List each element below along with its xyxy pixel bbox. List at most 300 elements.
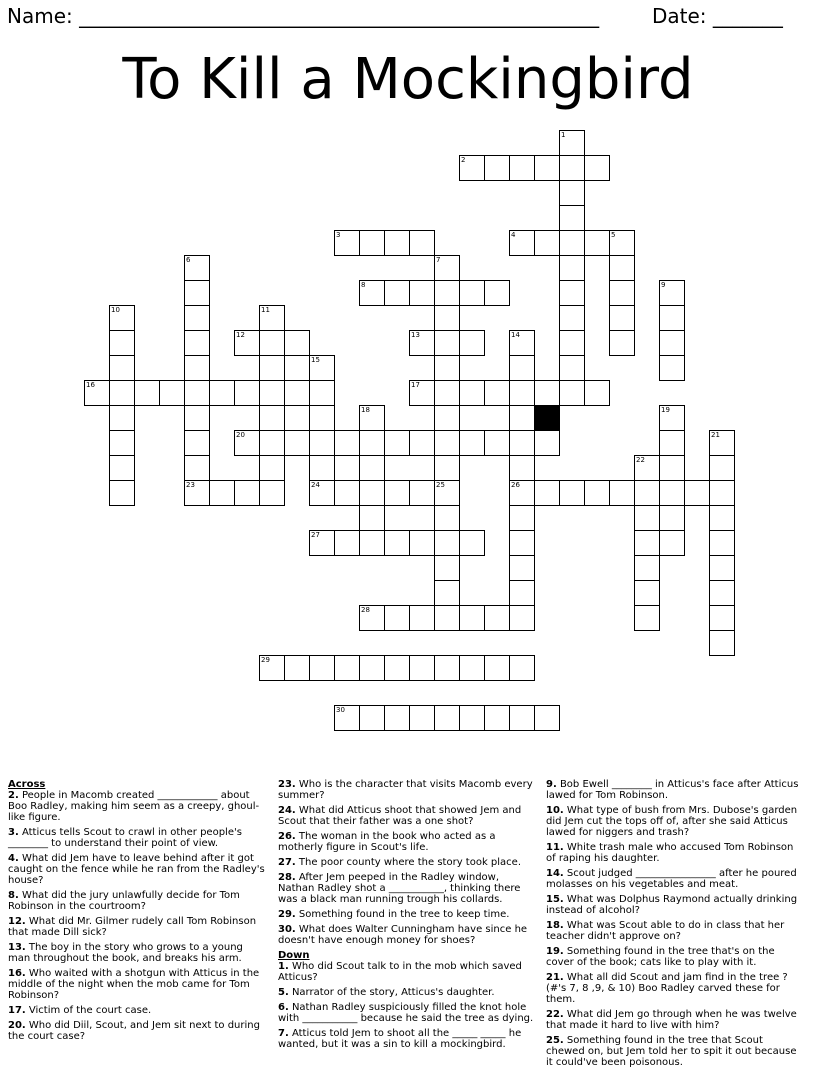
clue-text: Something found in the tree that Scout chewed on, but Jem told her to spit it out because it could've been poisonous. bbox=[546, 1035, 797, 1068]
clue-number-label: 27 bbox=[311, 531, 320, 539]
down-heading: Down bbox=[278, 950, 310, 961]
crossword-cell[interactable] bbox=[509, 555, 535, 581]
crossword-cell[interactable] bbox=[584, 480, 610, 506]
clue-item bbox=[8, 890, 266, 912]
crossword-cell[interactable] bbox=[434, 280, 460, 306]
crossword-cell[interactable] bbox=[484, 655, 510, 681]
crossword-cell[interactable] bbox=[659, 330, 685, 356]
crossword-cell[interactable] bbox=[709, 530, 735, 556]
crossword-cell[interactable] bbox=[309, 380, 335, 406]
crossword-cell[interactable] bbox=[709, 455, 735, 481]
crossword-cell[interactable] bbox=[634, 530, 660, 556]
clue-number-label: 19 bbox=[661, 406, 670, 414]
crossword-cell[interactable] bbox=[634, 605, 660, 631]
clue-item bbox=[546, 894, 804, 916]
crossword-cell[interactable] bbox=[509, 480, 535, 506]
crossword-cell[interactable] bbox=[534, 705, 560, 731]
crossword-cell[interactable] bbox=[384, 705, 410, 731]
crossword-cell[interactable] bbox=[434, 605, 460, 631]
crossword-cell[interactable] bbox=[459, 330, 485, 356]
crossword-cell[interactable] bbox=[359, 605, 385, 631]
crossword-cell[interactable] bbox=[284, 380, 310, 406]
clue-number: 29. bbox=[278, 909, 296, 920]
crossword-cell[interactable] bbox=[409, 655, 435, 681]
crossword-cell[interactable] bbox=[284, 330, 310, 356]
crossword-cell[interactable] bbox=[659, 480, 685, 506]
crossword-cell[interactable] bbox=[334, 480, 360, 506]
crossword-cell[interactable] bbox=[84, 380, 110, 406]
crossword-cell[interactable] bbox=[634, 580, 660, 606]
clue-number-label: 18 bbox=[361, 406, 370, 414]
crossword-cell[interactable] bbox=[534, 430, 560, 456]
clue-item bbox=[546, 1009, 804, 1031]
down-clues-list-1 bbox=[278, 961, 536, 1050]
clue-text: What did the jury unlawfully decide for Tom Robinson in the courtroom? bbox=[8, 890, 240, 912]
clue-text: The boy in the story who grows to a young man throughout the book, and breaks his arm. bbox=[8, 942, 243, 964]
crossword-cell[interactable] bbox=[409, 280, 435, 306]
crossword-cell[interactable] bbox=[184, 430, 210, 456]
clue-number: 17. bbox=[8, 1005, 26, 1016]
clue-text: Who is the character that visits Macomb every summer? bbox=[278, 779, 533, 801]
crossword-cell[interactable] bbox=[659, 505, 685, 531]
crossword-cell[interactable] bbox=[559, 280, 585, 306]
clue-number: 28. bbox=[278, 872, 296, 883]
clue-item bbox=[278, 857, 536, 868]
clue-number: 16. bbox=[8, 968, 26, 979]
clue-number-label: 2 bbox=[461, 156, 466, 164]
clue-text: What does Walter Cunningham have since he doesn't have enough money for shoes? bbox=[278, 924, 528, 946]
crossword-cell[interactable] bbox=[709, 505, 735, 531]
crossword-cell[interactable] bbox=[109, 430, 135, 456]
clue-number: 5. bbox=[278, 987, 289, 998]
crossword-cell[interactable] bbox=[559, 480, 585, 506]
clue-item bbox=[278, 1002, 536, 1024]
crossword-cell[interactable] bbox=[184, 305, 210, 331]
crossword-cell[interactable] bbox=[434, 480, 460, 506]
crossword-cell[interactable] bbox=[384, 605, 410, 631]
clue-text: Narrator of the story, Atticus's daughter. bbox=[288, 987, 495, 998]
crossword-cell[interactable] bbox=[559, 205, 585, 231]
crossword-cell[interactable] bbox=[484, 605, 510, 631]
clue-text: White trash male who accused Tom Robinson of raping his daughter. bbox=[546, 842, 794, 864]
crossword-cell[interactable] bbox=[334, 655, 360, 681]
crossword-cell[interactable] bbox=[659, 455, 685, 481]
across-clues-list-2 bbox=[278, 779, 536, 946]
crossword-cell[interactable] bbox=[384, 655, 410, 681]
across-heading: Across bbox=[8, 779, 46, 790]
crossword-cell[interactable] bbox=[309, 480, 335, 506]
clue-item bbox=[278, 1028, 536, 1050]
crossword-cell[interactable] bbox=[434, 530, 460, 556]
crossword-cell[interactable] bbox=[184, 480, 210, 506]
crossword-cell[interactable] bbox=[484, 430, 510, 456]
clue-item bbox=[546, 1035, 804, 1068]
clue-number-label: 1 bbox=[561, 131, 566, 139]
crossword-cell[interactable] bbox=[534, 380, 560, 406]
crossword-cell[interactable] bbox=[309, 355, 335, 381]
crossword-cell[interactable] bbox=[434, 405, 460, 431]
crossword-cell[interactable] bbox=[259, 480, 285, 506]
crossword-cell[interactable] bbox=[659, 430, 685, 456]
crossword-cell[interactable] bbox=[559, 330, 585, 356]
clue-text: Who waited with a shotgun with Atticus in the middle of the night when the mob came for Tom Robinson? bbox=[8, 968, 260, 1001]
crossword-cell[interactable] bbox=[259, 355, 285, 381]
down-clues-list-2 bbox=[546, 779, 804, 1068]
clue-number-label: 11 bbox=[261, 306, 270, 314]
clue-text: The poor county where the story took place. bbox=[295, 857, 522, 868]
crossword-cell[interactable] bbox=[159, 380, 185, 406]
crossword-cell[interactable] bbox=[459, 705, 485, 731]
crossword-cell[interactable] bbox=[634, 480, 660, 506]
clue-number-label: 4 bbox=[511, 231, 516, 239]
crossword-cell[interactable] bbox=[609, 305, 635, 331]
crossword-cell[interactable] bbox=[434, 330, 460, 356]
clue-text: What was Scout able to do in class that her teacher didn't approve on? bbox=[546, 920, 785, 942]
crossword-cell[interactable] bbox=[684, 480, 710, 506]
crossword-cell[interactable] bbox=[309, 455, 335, 481]
clue-item bbox=[8, 853, 266, 886]
crossword-cell[interactable] bbox=[434, 430, 460, 456]
clue-number-label: 17 bbox=[411, 381, 420, 389]
clue-number: 14. bbox=[546, 868, 564, 879]
crossword-cell[interactable] bbox=[509, 355, 535, 381]
clue-number: 24. bbox=[278, 805, 296, 816]
clue-number-label: 10 bbox=[111, 306, 120, 314]
crossword-cell[interactable] bbox=[559, 305, 585, 331]
crossword-cell[interactable] bbox=[709, 480, 735, 506]
date-field-label: Date: _______ bbox=[652, 4, 783, 28]
clue-number-label: 24 bbox=[311, 481, 320, 489]
clue-number: 18. bbox=[546, 920, 564, 931]
crossword-cell[interactable] bbox=[109, 355, 135, 381]
crossword-cell[interactable] bbox=[359, 430, 385, 456]
crossword-cell[interactable] bbox=[259, 305, 285, 331]
crossword-cell[interactable] bbox=[259, 380, 285, 406]
clue-text: Victim of the court case. bbox=[25, 1005, 152, 1016]
crossword-cell[interactable] bbox=[434, 655, 460, 681]
crossword-cell[interactable] bbox=[509, 155, 535, 181]
clue-text: Scout judged ________________ after he poured molasses on his vegetables and meat. bbox=[546, 868, 797, 890]
clue-item bbox=[8, 1020, 266, 1042]
crossword-cell[interactable] bbox=[359, 705, 385, 731]
clue-item bbox=[546, 972, 804, 1005]
clue-number-label: 14 bbox=[511, 331, 520, 339]
blocked-cell bbox=[534, 405, 560, 431]
clue-number-label: 8 bbox=[361, 281, 366, 289]
crossword-cell[interactable] bbox=[109, 480, 135, 506]
clue-number: 15. bbox=[546, 894, 564, 905]
crossword-cell[interactable] bbox=[609, 330, 635, 356]
clue-text: Atticus tells Scout to crawl in other people's ________ to understand their point of view. bbox=[8, 827, 242, 849]
clue-text: Something found in the tree to keep time. bbox=[295, 909, 510, 920]
clue-text: What all did Scout and jam find in the tree ? (#'s 7, 8 ,9, & 10) Boo Radley carved these for them. bbox=[546, 972, 788, 1005]
crossword-cell[interactable] bbox=[309, 405, 335, 431]
crossword-cell[interactable] bbox=[509, 230, 535, 256]
crossword-cell[interactable] bbox=[634, 505, 660, 531]
crossword-cell[interactable] bbox=[434, 305, 460, 331]
clue-item bbox=[278, 779, 536, 801]
crossword-cell[interactable] bbox=[659, 280, 685, 306]
crossword-cell[interactable] bbox=[634, 555, 660, 581]
crossword-cell[interactable] bbox=[184, 405, 210, 431]
clue-number: 19. bbox=[546, 946, 564, 957]
crossword-cell[interactable] bbox=[434, 255, 460, 281]
crossword-cell[interactable] bbox=[709, 430, 735, 456]
crossword-cell[interactable] bbox=[359, 405, 385, 431]
crossword-cell[interactable] bbox=[509, 380, 535, 406]
clue-number-label: 21 bbox=[711, 431, 720, 439]
crossword-cell[interactable] bbox=[459, 380, 485, 406]
crossword-cell[interactable] bbox=[434, 455, 460, 481]
crossword-cell[interactable] bbox=[484, 705, 510, 731]
crossword-cell[interactable] bbox=[459, 655, 485, 681]
clue-item bbox=[546, 946, 804, 968]
crossword-cell[interactable] bbox=[359, 655, 385, 681]
clue-number-label: 15 bbox=[311, 356, 320, 364]
clues-column-1 bbox=[8, 779, 266, 1046]
crossword-cell[interactable] bbox=[234, 380, 260, 406]
crossword-cell[interactable] bbox=[609, 255, 635, 281]
crossword-cell[interactable] bbox=[459, 530, 485, 556]
crossword-cell[interactable] bbox=[434, 505, 460, 531]
clue-text: What did Jem have to leave behind after it got caught on the fence while he ran from the Radley's house? bbox=[8, 853, 265, 886]
crossword-cell[interactable] bbox=[209, 480, 235, 506]
clue-number: 22. bbox=[546, 1009, 564, 1020]
crossword-cell[interactable] bbox=[209, 380, 235, 406]
clue-text: People in Macomb created ____________ about Boo Radley, making him seem as a creepy, ghoul-like figure. bbox=[8, 790, 260, 823]
crossword-cell[interactable] bbox=[134, 380, 160, 406]
crossword-cell[interactable] bbox=[409, 705, 435, 731]
crossword-cell[interactable] bbox=[634, 455, 660, 481]
clue-text: Something found in the tree that's on the cover of the book; cats like to play with it. bbox=[546, 946, 775, 968]
crossword-cell[interactable] bbox=[509, 705, 535, 731]
clue-item bbox=[546, 779, 804, 801]
clue-item bbox=[8, 916, 266, 938]
crossword-cell[interactable] bbox=[509, 405, 535, 431]
clue-number-label: 30 bbox=[336, 706, 345, 714]
crossword-cell[interactable] bbox=[359, 455, 385, 481]
crossword-cell[interactable] bbox=[384, 280, 410, 306]
crossword-cell[interactable] bbox=[559, 380, 585, 406]
crossword-cell[interactable] bbox=[484, 280, 510, 306]
crossword-cell[interactable] bbox=[334, 705, 360, 731]
crossword-cell[interactable] bbox=[509, 605, 535, 631]
crossword-cell[interactable] bbox=[184, 280, 210, 306]
crossword-cell[interactable] bbox=[359, 530, 385, 556]
crossword-cell[interactable] bbox=[409, 430, 435, 456]
crossword-cell[interactable] bbox=[384, 530, 410, 556]
clue-number: 2. bbox=[8, 790, 19, 801]
crossword-cell[interactable] bbox=[659, 355, 685, 381]
crossword-cell[interactable] bbox=[559, 255, 585, 281]
clue-number-label: 16 bbox=[86, 381, 95, 389]
crossword-cell[interactable] bbox=[659, 305, 685, 331]
clue-number-label: 26 bbox=[511, 481, 520, 489]
crossword-cell[interactable] bbox=[509, 530, 535, 556]
crossword-cell[interactable] bbox=[359, 280, 385, 306]
crossword-cell[interactable] bbox=[459, 430, 485, 456]
crossword-cell[interactable] bbox=[709, 605, 735, 631]
crossword-cell[interactable] bbox=[659, 405, 685, 431]
crossword-cell[interactable] bbox=[409, 605, 435, 631]
crossword-cell[interactable] bbox=[359, 505, 385, 531]
crossword-cell[interactable] bbox=[309, 655, 335, 681]
crossword-cell[interactable] bbox=[284, 430, 310, 456]
clue-text: Who did Scout talk to in the mob which saved Atticus? bbox=[278, 961, 522, 983]
crossword-cell[interactable] bbox=[709, 555, 735, 581]
crossword-cell[interactable] bbox=[434, 355, 460, 381]
clue-number: 3. bbox=[8, 827, 19, 838]
clue-number-label: 28 bbox=[361, 606, 370, 614]
clue-item bbox=[278, 831, 536, 853]
clue-number-label: 7 bbox=[436, 256, 441, 264]
crossword-cell[interactable] bbox=[234, 430, 260, 456]
crossword-cell[interactable] bbox=[284, 655, 310, 681]
crossword-cell[interactable] bbox=[434, 555, 460, 581]
clue-number-label: 5 bbox=[611, 231, 616, 239]
crossword-cell[interactable] bbox=[109, 380, 135, 406]
crossword-cell[interactable] bbox=[434, 705, 460, 731]
clue-number: 9. bbox=[546, 779, 557, 790]
crossword-cell[interactable] bbox=[434, 580, 460, 606]
clue-text: What did Jem go through when he was twelve that made it hard to live with him? bbox=[546, 1009, 797, 1031]
crossword-cell[interactable] bbox=[309, 530, 335, 556]
clue-text: After Jem peeped in the Radley window, Nathan Radley shot a ___________, thinking there was a black man running trough his collards. bbox=[278, 872, 521, 905]
crossword-cell[interactable] bbox=[509, 505, 535, 531]
clue-text: What was Dolphus Raymond actually drinking instead of alcohol? bbox=[546, 894, 798, 916]
clue-text: The woman in the book who acted as a motherly figure in Scout's life. bbox=[278, 831, 496, 853]
crossword-cell[interactable] bbox=[109, 405, 135, 431]
clue-item bbox=[8, 968, 266, 1001]
clue-number-label: 23 bbox=[186, 481, 195, 489]
crossword-cell[interactable] bbox=[259, 455, 285, 481]
crossword-cell[interactable] bbox=[184, 330, 210, 356]
crossword-cell[interactable] bbox=[409, 330, 435, 356]
crossword-cell[interactable] bbox=[409, 230, 435, 256]
crossword-cell[interactable] bbox=[384, 430, 410, 456]
crossword-cell[interactable] bbox=[109, 455, 135, 481]
clue-number-label: 12 bbox=[236, 331, 245, 339]
crossword-cell[interactable] bbox=[584, 230, 610, 256]
clue-number: 21. bbox=[546, 972, 564, 983]
crossword-cell[interactable] bbox=[409, 480, 435, 506]
clue-number: 12. bbox=[8, 916, 26, 927]
clue-item bbox=[546, 842, 804, 864]
crossword-cell[interactable] bbox=[584, 380, 610, 406]
crossword-cell[interactable] bbox=[309, 430, 335, 456]
clue-number-label: 25 bbox=[436, 481, 445, 489]
crossword-cell[interactable] bbox=[509, 330, 535, 356]
crossword-cell[interactable] bbox=[559, 155, 585, 181]
crossword-cell[interactable] bbox=[609, 480, 635, 506]
crossword-cell[interactable] bbox=[359, 230, 385, 256]
crossword-cell[interactable] bbox=[509, 655, 535, 681]
clue-number: 26. bbox=[278, 831, 296, 842]
clue-text: Atticus told Jem to shoot all the _____ _____ he wanted, but it was a sin to kill a mockingbird. bbox=[278, 1028, 522, 1050]
clue-number-label: 20 bbox=[236, 431, 245, 439]
clue-text: What did Atticus shoot that showed Jem and Scout that their father was a one shot? bbox=[278, 805, 522, 827]
clue-number: 4. bbox=[8, 853, 19, 864]
crossword-cell[interactable] bbox=[534, 155, 560, 181]
clue-text: What type of bush from Mrs. Dubose's garden did Jem cut the tops off of, after she said Atticus lawed for niggers and trash? bbox=[546, 805, 798, 838]
crossword-cell[interactable] bbox=[509, 430, 535, 456]
clue-item bbox=[278, 805, 536, 827]
crossword-cell[interactable] bbox=[459, 155, 485, 181]
crossword-cell[interactable] bbox=[234, 480, 260, 506]
crossword-cell[interactable] bbox=[334, 230, 360, 256]
clue-item bbox=[546, 805, 804, 838]
crossword-cell[interactable] bbox=[609, 230, 635, 256]
crossword-cell[interactable] bbox=[184, 255, 210, 281]
crossword-cell[interactable] bbox=[384, 230, 410, 256]
crossword-cell[interactable] bbox=[534, 480, 560, 506]
clue-text: Bob Ewell ________ in Atticus's face after Atticus lawed for Tom Robinson. bbox=[546, 779, 799, 801]
crossword-cell[interactable] bbox=[659, 530, 685, 556]
clues-column-3 bbox=[546, 779, 804, 1072]
clue-number: 6. bbox=[278, 1002, 289, 1013]
crossword-cell[interactable] bbox=[709, 630, 735, 656]
clue-number: 30. bbox=[278, 924, 296, 935]
clues-column-2 bbox=[278, 779, 536, 1054]
crossword-cell[interactable] bbox=[259, 655, 285, 681]
clue-item bbox=[8, 1005, 266, 1016]
crossword-cell[interactable] bbox=[434, 380, 460, 406]
crossword-cell[interactable] bbox=[234, 330, 260, 356]
crossword-cell[interactable] bbox=[109, 305, 135, 331]
crossword-cell[interactable] bbox=[409, 530, 435, 556]
crossword-cell[interactable] bbox=[259, 430, 285, 456]
crossword-cell[interactable] bbox=[334, 430, 360, 456]
crossword-cell[interactable] bbox=[359, 480, 385, 506]
clue-number: 23. bbox=[278, 779, 296, 790]
crossword-cell[interactable] bbox=[509, 455, 535, 481]
clue-number: 27. bbox=[278, 857, 296, 868]
crossword-cell[interactable] bbox=[559, 355, 585, 381]
crossword-cell[interactable] bbox=[459, 280, 485, 306]
clue-text: Who did Diil, Scout, and Jem sit next to during the court case? bbox=[8, 1020, 260, 1042]
crossword-cell[interactable] bbox=[259, 330, 285, 356]
crossword-cell[interactable] bbox=[184, 355, 210, 381]
crossword-cell[interactable] bbox=[559, 180, 585, 206]
clue-number-label: 3 bbox=[336, 231, 341, 239]
clue-text: What did Mr. Gilmer rudely call Tom Robinson that made Dill sick? bbox=[8, 916, 257, 938]
crossword-cell[interactable] bbox=[709, 580, 735, 606]
clue-number: 1. bbox=[278, 961, 289, 972]
crossword-cell[interactable] bbox=[184, 380, 210, 406]
crossword-cell[interactable] bbox=[484, 155, 510, 181]
crossword-cell[interactable] bbox=[509, 580, 535, 606]
crossword-cell[interactable] bbox=[484, 380, 510, 406]
crossword-cell[interactable] bbox=[559, 230, 585, 256]
clue-item bbox=[546, 868, 804, 890]
crossword-cell[interactable] bbox=[559, 130, 585, 156]
crossword-cell[interactable] bbox=[584, 155, 610, 181]
clue-number: 10. bbox=[546, 805, 564, 816]
crossword-cell[interactable] bbox=[409, 380, 435, 406]
crossword-cell[interactable] bbox=[384, 480, 410, 506]
clue-item bbox=[278, 909, 536, 920]
crossword-cell[interactable] bbox=[459, 605, 485, 631]
crossword-cell[interactable] bbox=[184, 455, 210, 481]
crossword-cell[interactable] bbox=[534, 230, 560, 256]
clue-text: Nathan Radley suspiciously filled the knot hole with ___________ because he said the tree as dying. bbox=[278, 1002, 534, 1024]
clue-number: 13. bbox=[8, 942, 26, 953]
crossword-cell[interactable] bbox=[609, 280, 635, 306]
crossword-cell[interactable] bbox=[109, 330, 135, 356]
clue-number: 20. bbox=[8, 1020, 26, 1031]
crossword-cell[interactable] bbox=[334, 530, 360, 556]
crossword-cell[interactable] bbox=[259, 405, 285, 431]
